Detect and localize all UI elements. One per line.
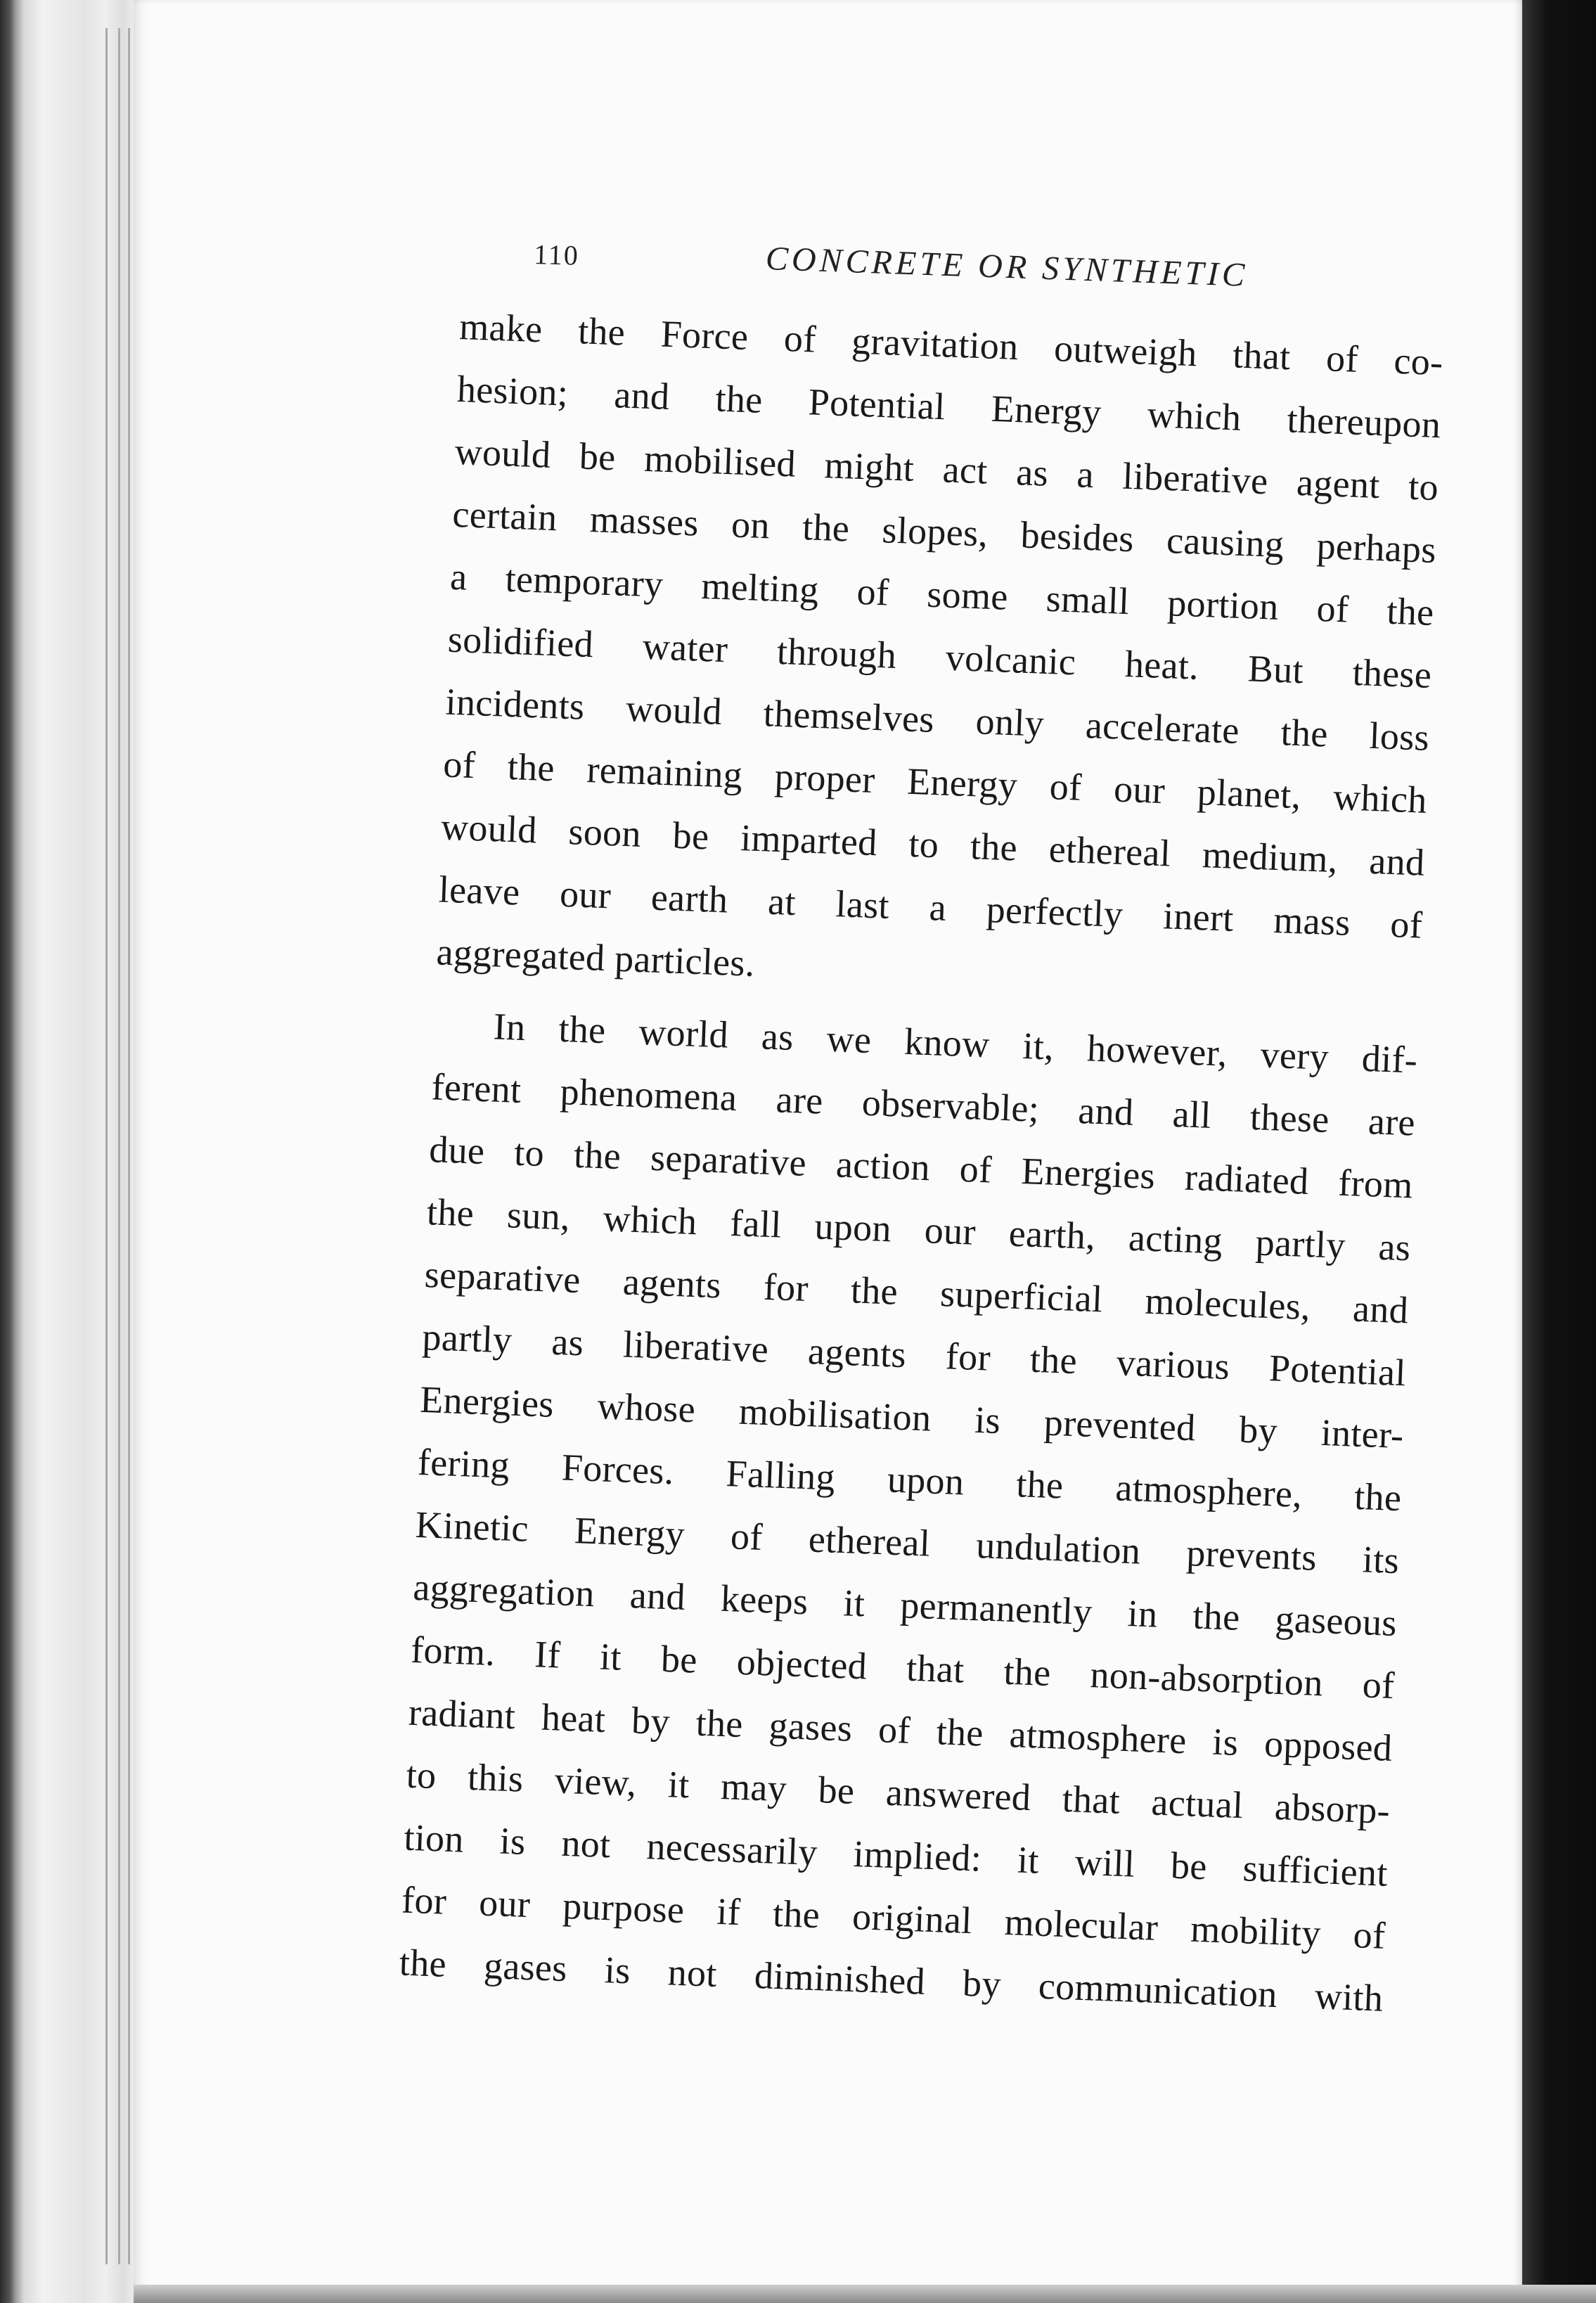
book-spine-edge [0, 0, 141, 2303]
text-line: a temporary melting of some small portion of the [449, 555, 1435, 634]
text-line: tion is not necessarily implied: it will be sufficient [403, 1816, 1389, 1894]
paragraph-1 [435, 295, 1444, 1020]
text-line: of the remaining proper Energy of our planet, which [442, 743, 1428, 821]
text-line: would be mobilised might act as a liberative agent to [453, 430, 1440, 509]
text-line: would soon be imparted to the ethereal medium, and [440, 805, 1426, 884]
text-line: hesion; and the Potential Energy which thereupon [456, 367, 1442, 447]
body-text [398, 295, 1444, 2030]
text-line: to this view, it may be answered that actual absorp- [405, 1753, 1391, 1832]
page-edge-line [128, 28, 130, 2264]
page-number: 110 [533, 238, 580, 271]
text-line: In the world as we know it, however, very dif- [492, 1005, 1419, 1082]
paragraph-2 [398, 993, 1418, 2029]
text-line: form. If it be objected that the non-absorption of [410, 1628, 1396, 1707]
text-line: certain masses on the slopes, besides causing perhaps [451, 492, 1437, 572]
text-line: make the Force of gravitation outweigh that of co- [458, 304, 1444, 384]
text-line: for our purpose if the original molecular mobility of [401, 1878, 1386, 1957]
text-line: aggregated particles. [435, 930, 756, 984]
text-line: Kinetic Energy of ethereal undulation prevents its [414, 1503, 1401, 1582]
text-line: the gases is not diminished by communication with [398, 1941, 1384, 2020]
text-line: due to the separative action of Energies radiated from [428, 1128, 1414, 1207]
text-line: aggregation and keeps it permanently in the gaseous [412, 1565, 1398, 1645]
running-title: CONCRETE OR SYNTHETIC [765, 239, 1249, 294]
text-line: ferent phenomena are observable; and all these are [430, 1065, 1416, 1144]
text-line: Energies whose mobilisation is prevented by inter- [419, 1378, 1405, 1457]
text-line: incidents would themselves only accelerate the loss [444, 680, 1430, 759]
text-line: radiant heat by the gases of the atmosphere is opposed [408, 1691, 1394, 1769]
page-bottom-edge [134, 2285, 1596, 2303]
text-line: partly as liberative agents for the various Potential [421, 1316, 1407, 1394]
background-strip [1519, 0, 1596, 2303]
page-edge-line [105, 28, 108, 2264]
running-head [534, 238, 1448, 294]
text-line: leave our earth at last a perfectly inert mass of [437, 868, 1424, 947]
text-line: the sun, which fall upon our earth, acting partly as [426, 1191, 1412, 1269]
page-edge-line [118, 28, 120, 2264]
text-line: separative agents for the superficial molecules, and [423, 1253, 1410, 1332]
text-line: solidified water through volcanic heat. But these [446, 617, 1433, 696]
text-line: fering Forces. Falling upon the atmosphere, the [417, 1440, 1403, 1520]
